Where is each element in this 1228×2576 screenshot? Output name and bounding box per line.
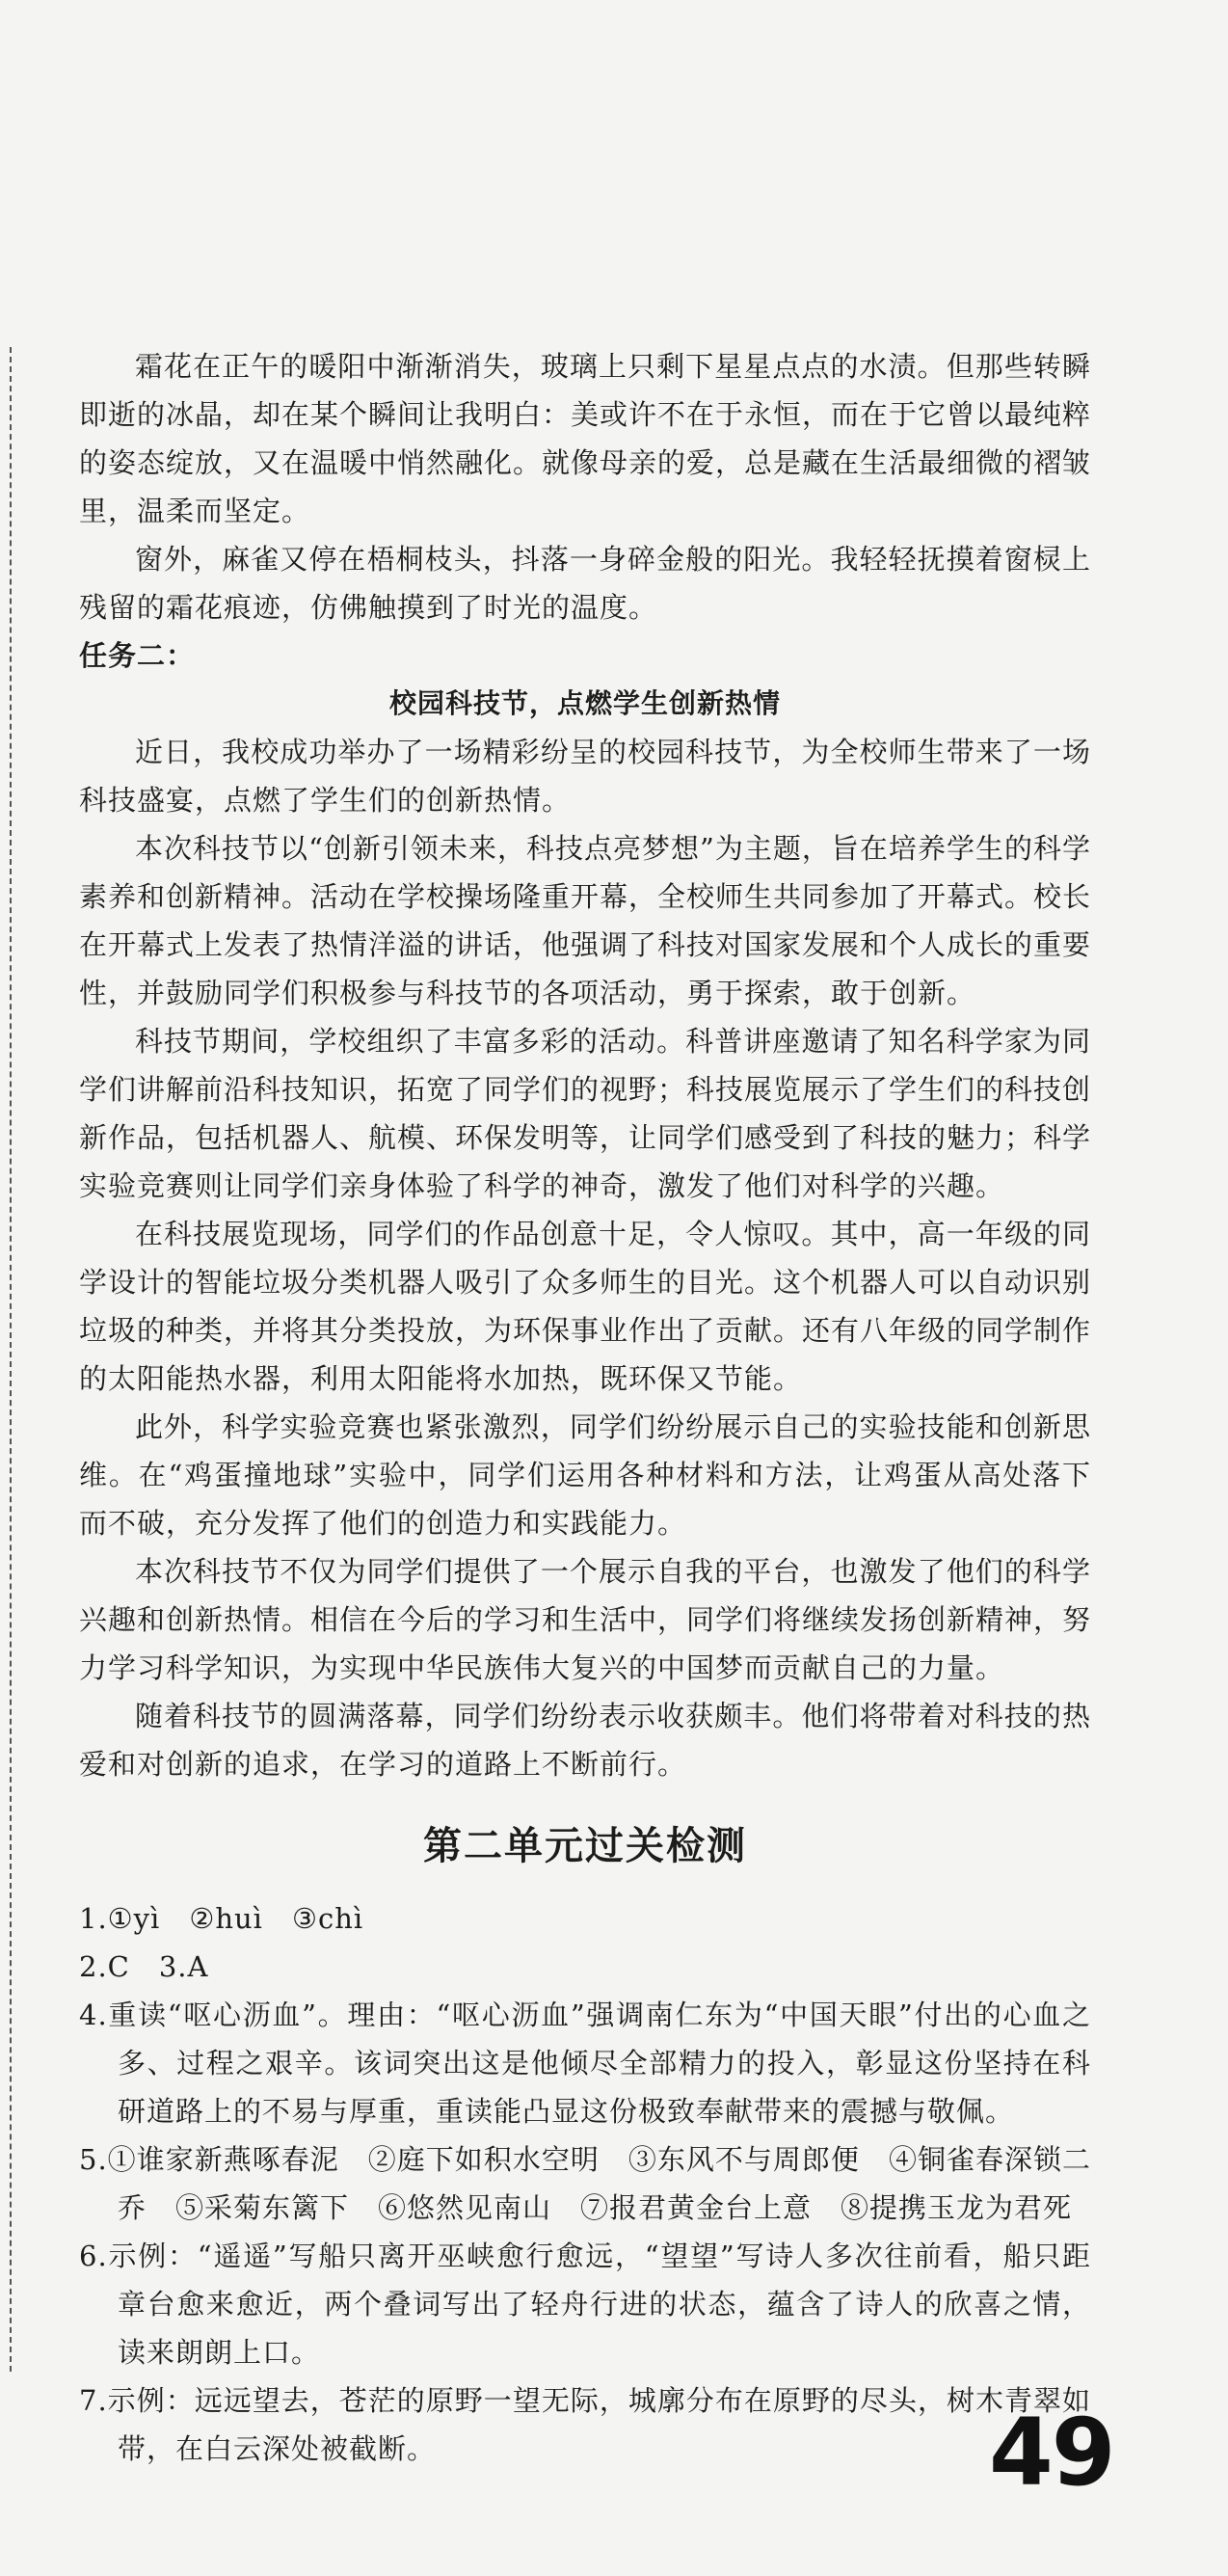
article-paragraph: 科技节期间，学校组织了丰富多彩的活动。科普讲座邀请了知名科学家为同学们讲解前沿科技知识，拓宽了同学们的视野；科技展览展示了学生们的科技创新作品，包括机器人、航模、环保发明等，让同学们感受到了科技的魅力；科学实验竞赛则让同学们亲身体验了科学的神奇，激发了他们对科学的兴趣。 bbox=[79, 1025, 1092, 1202]
answer-item: 4.重读“呕心沥血”。理由：“呕心沥血”强调南仁东为“中国天眼”付出的心血之多、过程之艰辛。该词突出这是他倾尽全部精力的投入，彰显这份坚持在科研道路上的不易与厚重，重读能凸显这份极致奉献带来的震撼与敬佩。 bbox=[79, 1999, 1091, 2128]
section-title: 第二单元过关检测 bbox=[423, 1824, 747, 1868]
essay-paragraph: 霜花在正午的暖阳中渐渐消失，玻璃上只剩下星星点点的水渍。但那些转瞬即逝的冰晶，却在某个瞬间让我明白：美或许不在于永恒，而在于它曾以最纯粹的姿态绽放，又在温暖中悄然融化。就像母亲的爱，总是藏在生活最细微的褶皱里，温柔而坚定。 bbox=[79, 350, 1092, 527]
article-paragraph: 本次科技节以“创新引领未来，科技点亮梦想”为主题，旨在培养学生的科学素养和创新精神。活动在学校操场隆重开幕，全校师生共同参加了开幕式。校长在开幕式上发表了热情洋溢的讲话，他强调了科技对国家发展和个人成长的重要性，并鼓励同学们积极参与科技节的各项活动，勇于探索，敢于创新。 bbox=[79, 832, 1092, 1009]
page-content bbox=[79, 342, 1091, 2473]
dashed-cut-line bbox=[10, 347, 12, 2372]
answer-item: 6.示例：“遥遥”写船只离开巫峡愈行愈远，“望望”写诗人多次往前看，船只距章台愈来愈近，两个叠词写出了轻舟行进的状态，蕴含了诗人的欣喜之情，读来朗朗上口。 bbox=[79, 2240, 1091, 2369]
article-paragraph: 随着科技节的圆满落幕，同学们纷纷表示收获颇丰。他们将带着对科技的热爱和对创新的追求，在学习的道路上不断前行。 bbox=[79, 1700, 1091, 1781]
answer-item: 7.示例：远远望去，苍茫的原野一望无际，城廓分布在原野的尽头，树木青翠如带，在白云深处被截断。 bbox=[79, 2384, 1091, 2465]
page-number: 49 bbox=[989, 2399, 1114, 2507]
article-title: 校园科技节，点燃学生创新热情 bbox=[388, 687, 781, 719]
task-2-label: 任务二： bbox=[79, 639, 196, 672]
article-paragraph: 此外，科学实验竞赛也紧张激烈，同学们纷纷展示自己的实验技能和创新思维。在“鸡蛋撞地球”实验中，同学们运用各种材料和方法，让鸡蛋从高处落下而不破，充分发挥了他们的创造力和实践能力。 bbox=[79, 1410, 1091, 1540]
answer-item: 1.①yì ②huì ③chì bbox=[79, 1902, 364, 1935]
article-paragraph: 近日，我校成功举办了一场精彩纷呈的校园科技节，为全校师生带来了一场科技盛宴，点燃了学生们的创新热情。 bbox=[79, 736, 1091, 817]
article-paragraph: 在科技展览现场，同学们的作品创意十足，令人惊叹。其中，高一年级的同学设计的智能垃圾分类机器人吸引了众多师生的目光。这个机器人可以自动识别垃圾的种类，并将其分类投放，为环保事业作出了贡献。还有八年级的同学制作的太阳能热水器，利用太阳能将水加热，既环保又节能。 bbox=[79, 1218, 1092, 1395]
essay-paragraph: 窗外，麻雀又停在梧桐枝头，抖落一身碎金般的阳光。我轻轻抚摸着窗棂上残留的霜花痕迹，仿佛触摸到了时光的温度。 bbox=[79, 543, 1091, 624]
answer-item: 2.C 3.A bbox=[79, 1950, 209, 1983]
article-paragraph: 本次科技节不仅为同学们提供了一个展示自我的平台，也激发了他们的科学兴趣和创新热情。相信在今后的学习和生活中，同学们将继续发扬创新精神，努力学习科学知识，为实现中华民族伟大复兴的中国梦而贡献自己的力量。 bbox=[79, 1555, 1092, 1684]
answer-item: 5.①谁家新燕啄春泥 ②庭下如积水空明 ③东风不与周郎便 ④铜雀春深锁二乔 ⑤采菊东篱下 ⑥悠然见南山 ⑦报君黄金台上意 ⑧提携玉龙为君死 bbox=[79, 2143, 1091, 2224]
